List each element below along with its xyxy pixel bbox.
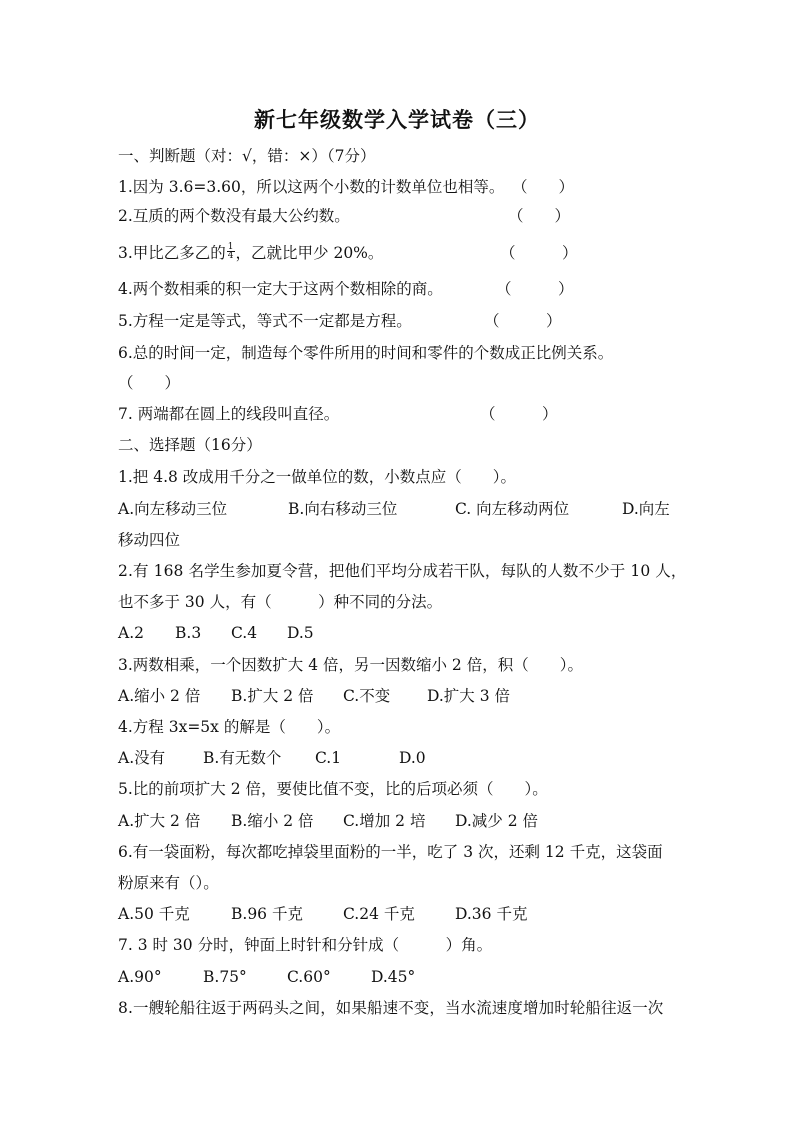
s1-q2-text: 2.互质的两个数没有最大公约数。 — [118, 207, 350, 225]
s2-q7-option-d[interactable]: D.45° — [371, 968, 416, 986]
s1-q1-answer-blank[interactable]: （ ） — [512, 178, 575, 196]
s2-q1-text: 1.把 4.8 改成用千分之一做单位的数，小数点应（ ）。 — [118, 468, 517, 486]
s2-q7-option-c[interactable]: C.60° — [287, 968, 331, 986]
s2-q2-option-c[interactable]: C.4 — [231, 624, 258, 642]
fraction-one-quarter — [227, 243, 235, 260]
page-title: 新七年级数学入学试卷（三） — [254, 108, 540, 132]
s1-q7-text: 7. 两端都在圆上的线段叫直径。 — [118, 405, 340, 423]
s2-q2-line2: 也不多于 30 人，有（ ）种不同的分法。 — [118, 593, 443, 611]
s2-q1-option-d[interactable]: D.向左 — [622, 500, 670, 518]
s1-q3-text-after: ，乙就比甲少 20%。 — [235, 244, 384, 262]
s1-q5-answer-blank[interactable]: （ ） — [484, 312, 562, 330]
s2-q6-option-d[interactable]: D.36 千克 — [455, 905, 528, 923]
s2-q3-option-c[interactable]: C.不变 — [343, 687, 391, 705]
s1-q3-text-before: 3.甲比乙多乙的 — [118, 244, 226, 262]
s2-q6-option-c[interactable]: C.24 千克 — [343, 905, 415, 923]
s2-q1-option-d-continued: 移动四位 — [118, 531, 181, 549]
s2-q6-line1: 6.有一袋面粉，每次都吃掉袋里面粉的一半，吃了 3 次，还剩 12 千克，这袋面 — [118, 843, 663, 861]
s2-q1-option-b[interactable]: B.向右移动三位 — [288, 500, 398, 518]
s2-q4-option-d[interactable]: D.0 — [399, 749, 426, 767]
s2-q7-option-a[interactable]: A.90° — [118, 968, 162, 986]
s2-q4-text: 4.方程 3x=5x 的解是（ ）。 — [118, 718, 341, 736]
s1-q4-answer-blank[interactable]: （ ） — [496, 280, 574, 298]
section1-heading: 一、判断题（对：√，错：×）（7分） — [118, 147, 376, 165]
s2-q3-option-b[interactable]: B.扩大 2 倍 — [231, 687, 314, 705]
s2-q1-option-c[interactable]: C. 向左移动两位 — [455, 500, 570, 518]
s2-q5-option-a[interactable]: A.扩大 2 倍 — [118, 812, 201, 830]
fraction-denominator: 4 — [227, 250, 234, 261]
s2-q3-option-a[interactable]: A.缩小 2 倍 — [118, 687, 201, 705]
s1-q5-text: 5.方程一定是等式，等式不一定都是方程。 — [118, 312, 412, 330]
s2-q6-option-a[interactable]: A.50 千克 — [118, 905, 190, 923]
s2-q4-option-c[interactable]: C.1 — [315, 749, 342, 767]
section2-heading: 二、选择题（16分） — [118, 436, 262, 454]
s2-q7-option-b[interactable]: B.75° — [203, 968, 247, 986]
s2-q4-option-a[interactable]: A.没有 — [118, 749, 166, 767]
s2-q6-line2: 粉原来有（）。 — [118, 874, 219, 892]
s2-q2-option-b[interactable]: B.3 — [175, 624, 202, 642]
s1-q1-text: 1.因为 3.6=3.60，所以这两个小数的计数单位也相等。 — [118, 178, 505, 196]
s2-q2-line1: 2.有 168 名学生参加夏令营，把他们平均分成若干队，每队的人数不少于 10 人， — [118, 562, 687, 580]
s2-q3-option-d[interactable]: D.扩大 3 倍 — [427, 687, 511, 705]
s1-q6-text: 6.总的时间一定，制造每个零件所用的时间和零件的个数成正比例关系。 — [118, 344, 614, 362]
s2-q2-option-d[interactable]: D.5 — [287, 624, 314, 642]
s2-q5-option-c[interactable]: C.增加 2 培 — [343, 812, 426, 830]
s1-q3-answer-blank[interactable]: （ ） — [500, 244, 578, 262]
s2-q4-option-b[interactable]: B.有无数个 — [203, 749, 282, 767]
s1-q6-answer-blank[interactable]: （ ） — [118, 374, 181, 392]
s2-q6-option-b[interactable]: B.96 千克 — [231, 905, 303, 923]
s2-q5-option-d[interactable]: D.减少 2 倍 — [455, 812, 539, 830]
s2-q7-text: 7. 3 时 30 分时，钟面上时针和分针成（ ）角。 — [118, 936, 493, 954]
s2-q5-option-b[interactable]: B.缩小 2 倍 — [231, 812, 314, 830]
s2-q1-option-a[interactable]: A.向左移动三位 — [118, 500, 228, 518]
s1-q4-text: 4.两个数相乘的积一定大于这两个数相除的商。 — [118, 280, 443, 298]
s1-q2-answer-blank[interactable]: （ ） — [508, 207, 571, 225]
s2-q2-option-a[interactable]: A.2 — [118, 624, 144, 642]
s2-q8-text: 8.一艘轮船往返于两码头之间，如果船速不变，当水流速度增加时轮船往返一次 — [118, 999, 664, 1017]
s1-q7-answer-blank[interactable]: （ ） — [480, 405, 558, 423]
s2-q3-text: 3.两数相乘，一个因数扩大 4 倍，另一因数缩小 2 倍，积（ ）。 — [118, 656, 583, 674]
s2-q5-text: 5.比的前项扩大 2 倍，要使比值不变，比的后项必须（ ）。 — [118, 780, 548, 798]
s1-q3-line — [118, 243, 383, 263]
fraction-numerator: 1 — [227, 241, 234, 252]
